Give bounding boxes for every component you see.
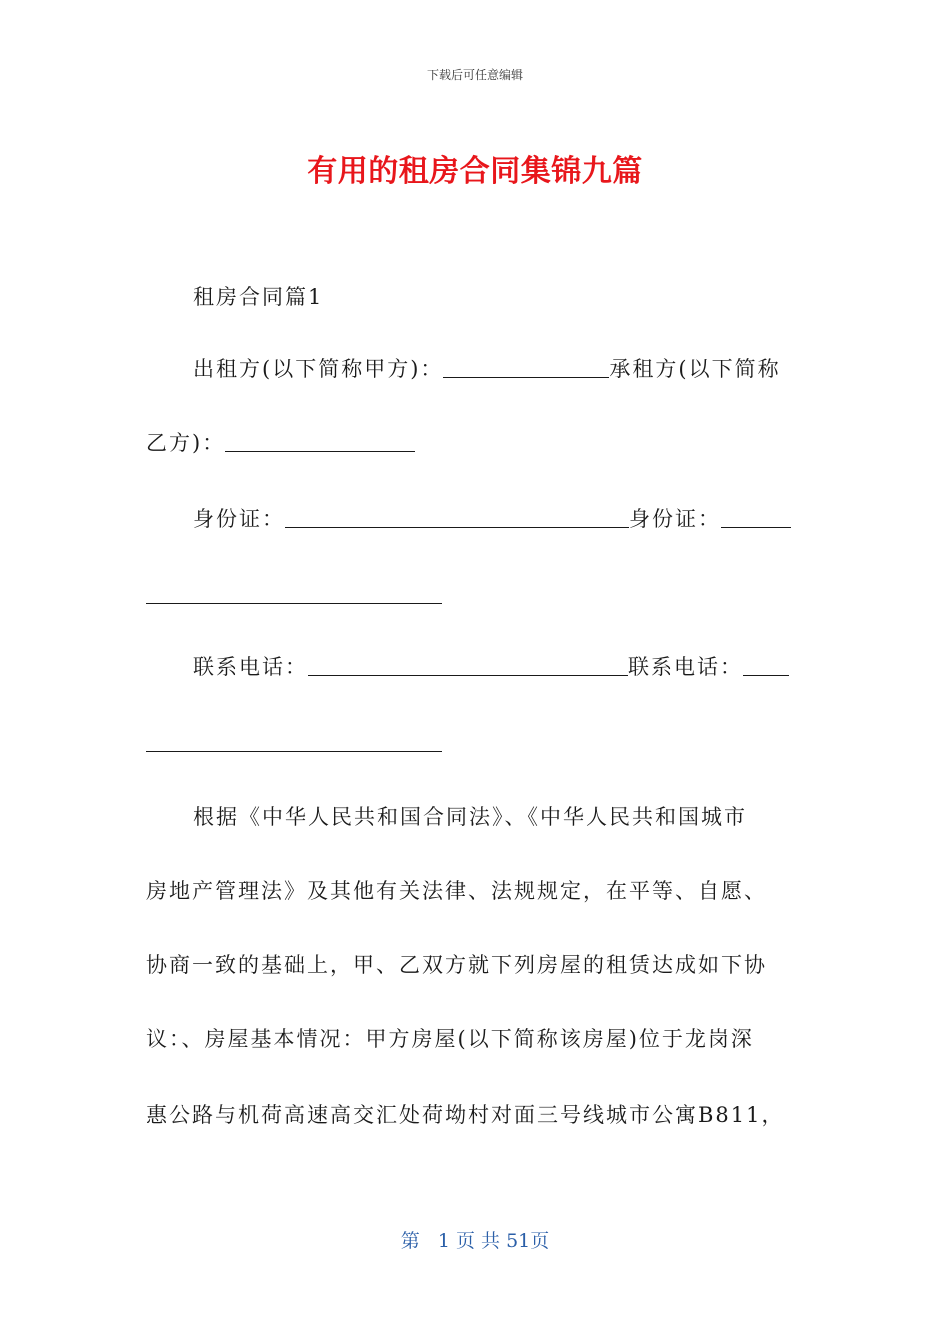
phone-blank-lessee: [743, 655, 789, 676]
page-footer: [0, 1226, 950, 1253]
paragraph-line: [146, 580, 442, 610]
header-note: 下载后可任意编辑: [426, 68, 523, 82]
lessor-name-blank: [443, 357, 609, 378]
id-label-lessor: 身份证：: [193, 507, 285, 531]
section-heading-text: 租房合同篇1: [193, 285, 324, 309]
phone-label-lessee: 联系电话：: [628, 655, 743, 679]
phone-blank-lessee-cont: [146, 731, 442, 752]
lessee-name-blank: [225, 431, 415, 452]
id-blank-lessee: [721, 507, 791, 528]
id-blank-lessor: [285, 507, 629, 528]
paragraph-line: [193, 354, 781, 384]
paragraph-line: 惠公路与机荷高速高交汇处荷坳村对面三号线城市公寓B811，: [146, 1103, 785, 1127]
footer-prefix: 第: [400, 1230, 420, 1252]
page-number: 1: [437, 1230, 450, 1252]
lessee-label-cont: 乙方)：: [146, 431, 226, 455]
paragraph-line: [193, 504, 791, 534]
paragraph-line: [193, 652, 789, 682]
total-pages: 51: [506, 1230, 531, 1252]
paragraph-line: [146, 428, 415, 458]
id-label-lessee: 身份证：: [629, 507, 721, 531]
paragraph-line: 议：、房屋基本情况：甲方房屋(以下简称该房屋)位于龙岗深: [146, 1027, 754, 1051]
document-title: 有用的租房合同集锦九篇: [307, 154, 643, 189]
footer-suffix: 页: [530, 1230, 550, 1252]
paragraph-line: 根据《中华人民共和国合同法》、《中华人民共和国城市: [193, 805, 747, 829]
footer-mid: 页 共: [455, 1230, 501, 1252]
lessee-label: 承租方(以下简称: [609, 357, 781, 381]
lessor-label: 出租方(以下简称甲方)：: [193, 357, 444, 381]
id-blank-lessee-cont: [146, 583, 442, 604]
paragraph-line: 协商一致的基础上，甲、乙双方就下列房屋的租赁达成如下协: [146, 953, 767, 977]
phone-blank-lessor: [308, 655, 628, 676]
paragraph-line: [146, 728, 442, 758]
paragraph-line: 房地产管理法》及其他有关法律、法规规定，在平等、自愿、: [146, 879, 767, 903]
section-heading: [193, 282, 323, 312]
phone-label-lessor: 联系电话：: [193, 655, 308, 679]
